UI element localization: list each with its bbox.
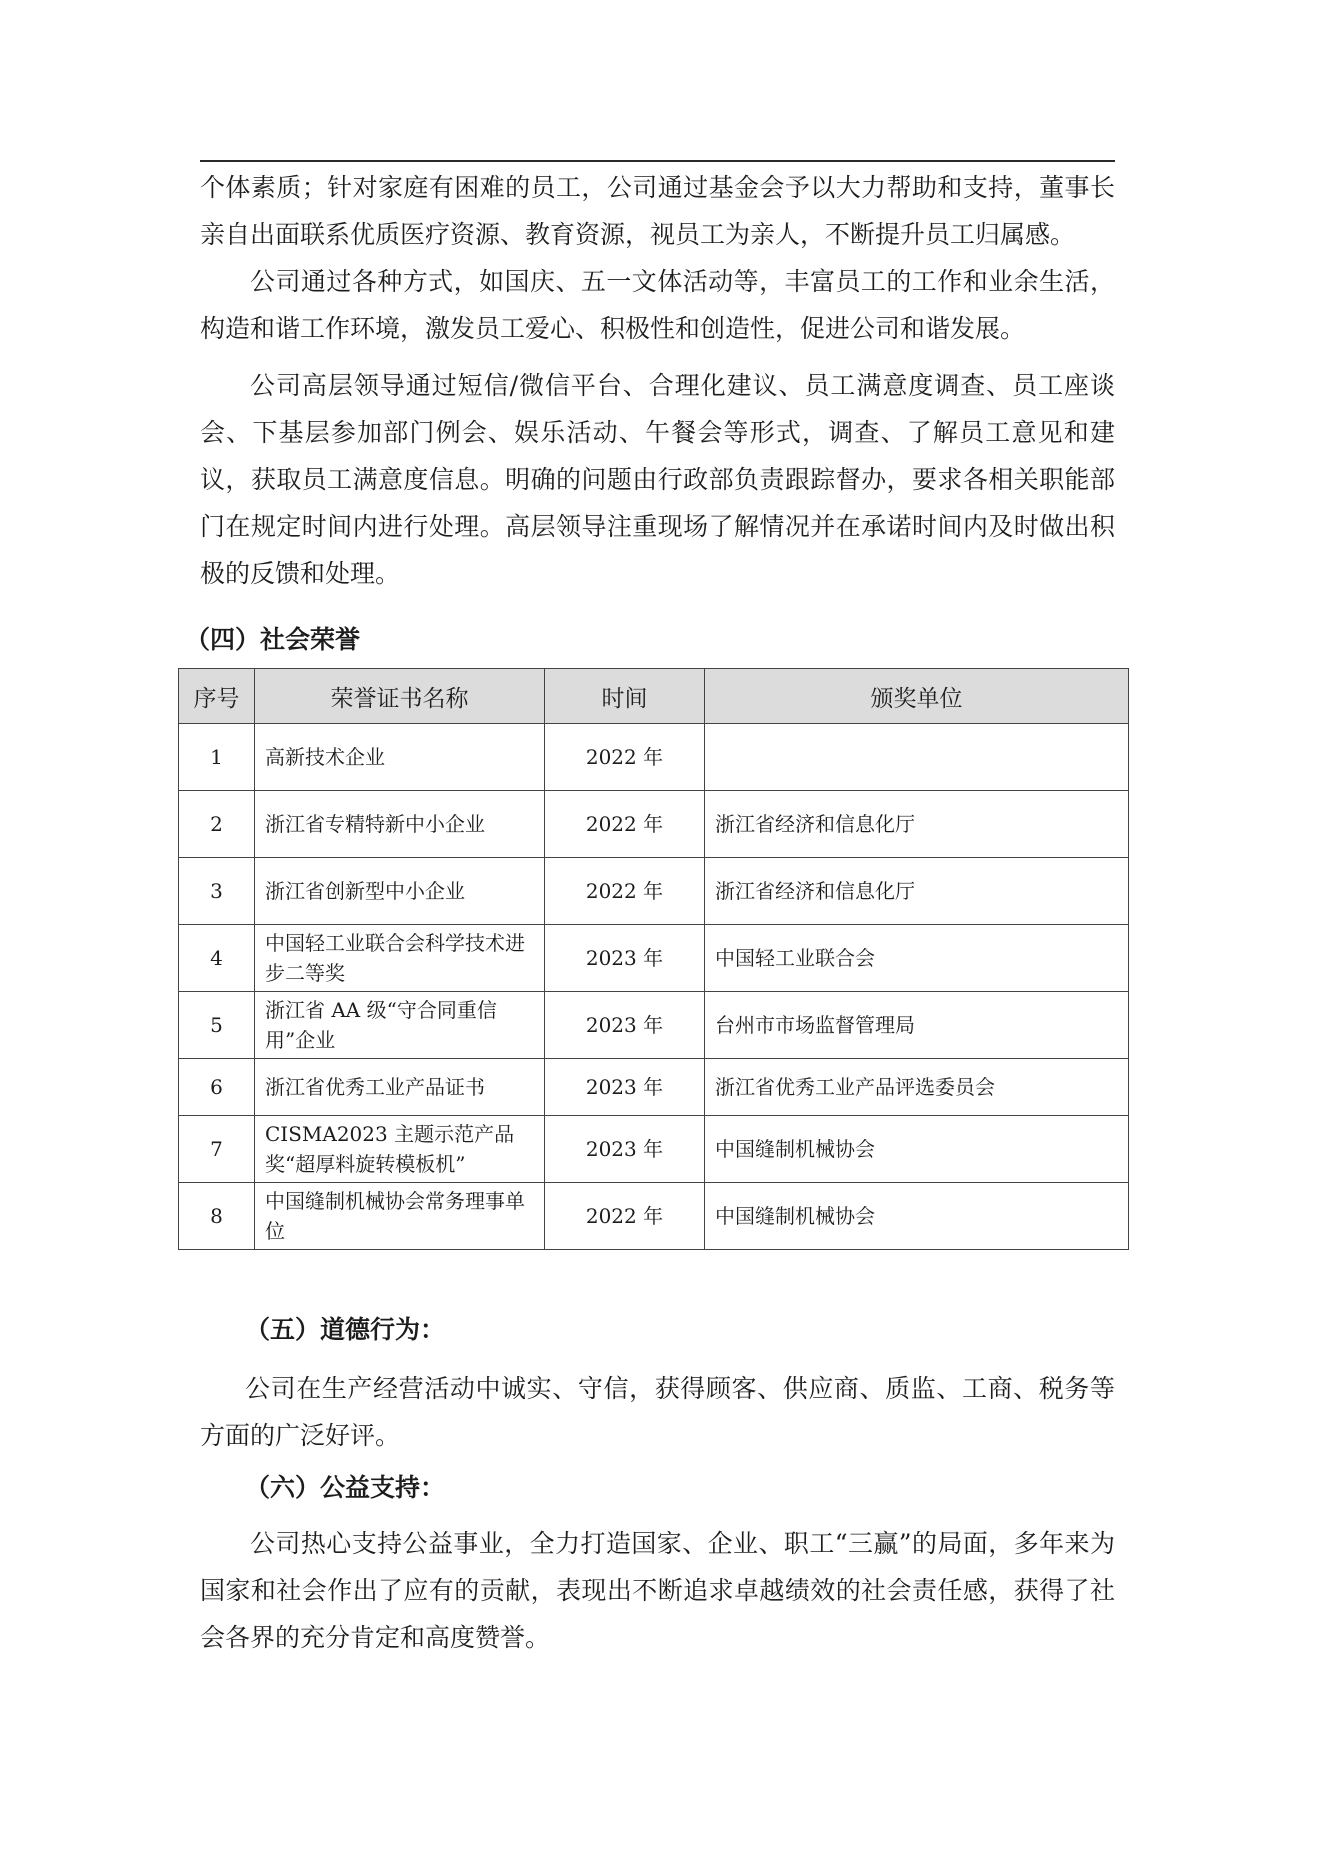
table-row bbox=[179, 791, 1129, 858]
cell-year: 2022 年 bbox=[545, 724, 705, 791]
cell-org: 中国缝制机械协会 bbox=[705, 1183, 1129, 1250]
cell-year: 2023 年 bbox=[545, 1116, 705, 1183]
paragraph-feedback: 公司高层领导通过短信/微信平台、合理化建议、员工满意度调查、员工座谈会、下基层参加部门例会、娱乐活动、午餐会等形式，调查、了解员工意见和建议，获取员工满意度信息。明确的问题由行政部负责跟踪督办，要求各相关职能部门在规定时间内进行处理。高层领导注重现场了解情况并在承诺时间内及时做出积极的反馈和处理。 bbox=[200, 371, 1115, 588]
heading-social-honors: （四）社会荣誉 bbox=[185, 625, 361, 654]
table-row bbox=[179, 1116, 1129, 1183]
heading-charity: （六）公益支持： bbox=[245, 1473, 446, 1502]
cell-year: 2022 年 bbox=[545, 791, 705, 858]
cell-name: CISMA2023 主题示范产品奖“超厚料旋转模板机” bbox=[255, 1116, 545, 1183]
cell-year: 2022 年 bbox=[545, 858, 705, 925]
header-org: 颁奖单位 bbox=[705, 669, 1129, 724]
cell-no: 1 bbox=[179, 724, 255, 791]
cell-name: 中国缝制机械协会常务理事单位 bbox=[255, 1183, 545, 1250]
cell-name: 浙江省 AA 级“守合同重信用”企业 bbox=[255, 992, 545, 1059]
cell-no: 5 bbox=[179, 992, 255, 1059]
cell-name: 高新技术企业 bbox=[255, 724, 545, 791]
header-year: 时间 bbox=[545, 669, 705, 724]
table-header-row bbox=[179, 669, 1129, 724]
cell-year: 2023 年 bbox=[545, 1059, 705, 1116]
table-row bbox=[179, 925, 1129, 992]
cell-no: 2 bbox=[179, 791, 255, 858]
cell-org: 台州市市场监督管理局 bbox=[705, 992, 1129, 1059]
cell-no: 6 bbox=[179, 1059, 255, 1116]
cell-name: 浙江省优秀工业产品证书 bbox=[255, 1059, 545, 1116]
table-row bbox=[179, 1059, 1129, 1116]
cell-name: 中国轻工业联合会科学技术进步二等奖 bbox=[255, 925, 545, 992]
table-row bbox=[179, 724, 1129, 791]
table-row bbox=[179, 858, 1129, 925]
cell-org: 浙江省经济和信息化厅 bbox=[705, 791, 1129, 858]
cell-org: 中国轻工业联合会 bbox=[705, 925, 1129, 992]
cell-org: 中国缝制机械协会 bbox=[705, 1116, 1129, 1183]
table-row bbox=[179, 992, 1129, 1059]
cell-name: 浙江省创新型中小企业 bbox=[255, 858, 545, 925]
paragraph-staff-support: 个体素质；针对家庭有困难的员工，公司通过基金会予以大力帮助和支持，董事长亲自出面联系优质医疗资源、教育资源，视员工为亲人，不断提升员工归属感。 bbox=[200, 173, 1115, 249]
cell-org bbox=[705, 724, 1129, 791]
cell-org: 浙江省经济和信息化厅 bbox=[705, 858, 1129, 925]
header-name: 荣誉证书名称 bbox=[255, 669, 545, 724]
cell-year: 2023 年 bbox=[545, 925, 705, 992]
paragraph-ethics: 公司在生产经营活动中诚实、守信，获得顾客、供应商、质监、工商、税务等方面的广泛好评。 bbox=[200, 1374, 1115, 1450]
paragraph-activities: 公司通过各种方式，如国庆、五一文体活动等，丰富员工的工作和业余生活，构造和谐工作环境，激发员工爱心、积极性和创造性，促进公司和谐发展。 bbox=[200, 267, 1115, 343]
cell-no: 7 bbox=[179, 1116, 255, 1183]
paragraph-charity: 公司热心支持公益事业，全力打造国家、企业、职工“三赢”的局面，多年来为国家和社会作出了应有的贡献，表现出不断追求卓越绩效的社会责任感，获得了社会各界的充分肯定和高度赞誉。 bbox=[200, 1529, 1115, 1652]
cell-year: 2022 年 bbox=[545, 1183, 705, 1250]
table-row bbox=[179, 1183, 1129, 1250]
header-rule bbox=[200, 160, 1115, 162]
cell-name: 浙江省专精特新中小企业 bbox=[255, 791, 545, 858]
cell-no: 4 bbox=[179, 925, 255, 992]
honors-table bbox=[178, 668, 1129, 1250]
cell-no: 3 bbox=[179, 858, 255, 925]
heading-ethics: （五）道德行为： bbox=[245, 1315, 446, 1344]
cell-no: 8 bbox=[179, 1183, 255, 1250]
header-no: 序号 bbox=[179, 669, 255, 724]
cell-org: 浙江省优秀工业产品评选委员会 bbox=[705, 1059, 1129, 1116]
cell-year: 2023 年 bbox=[545, 992, 705, 1059]
